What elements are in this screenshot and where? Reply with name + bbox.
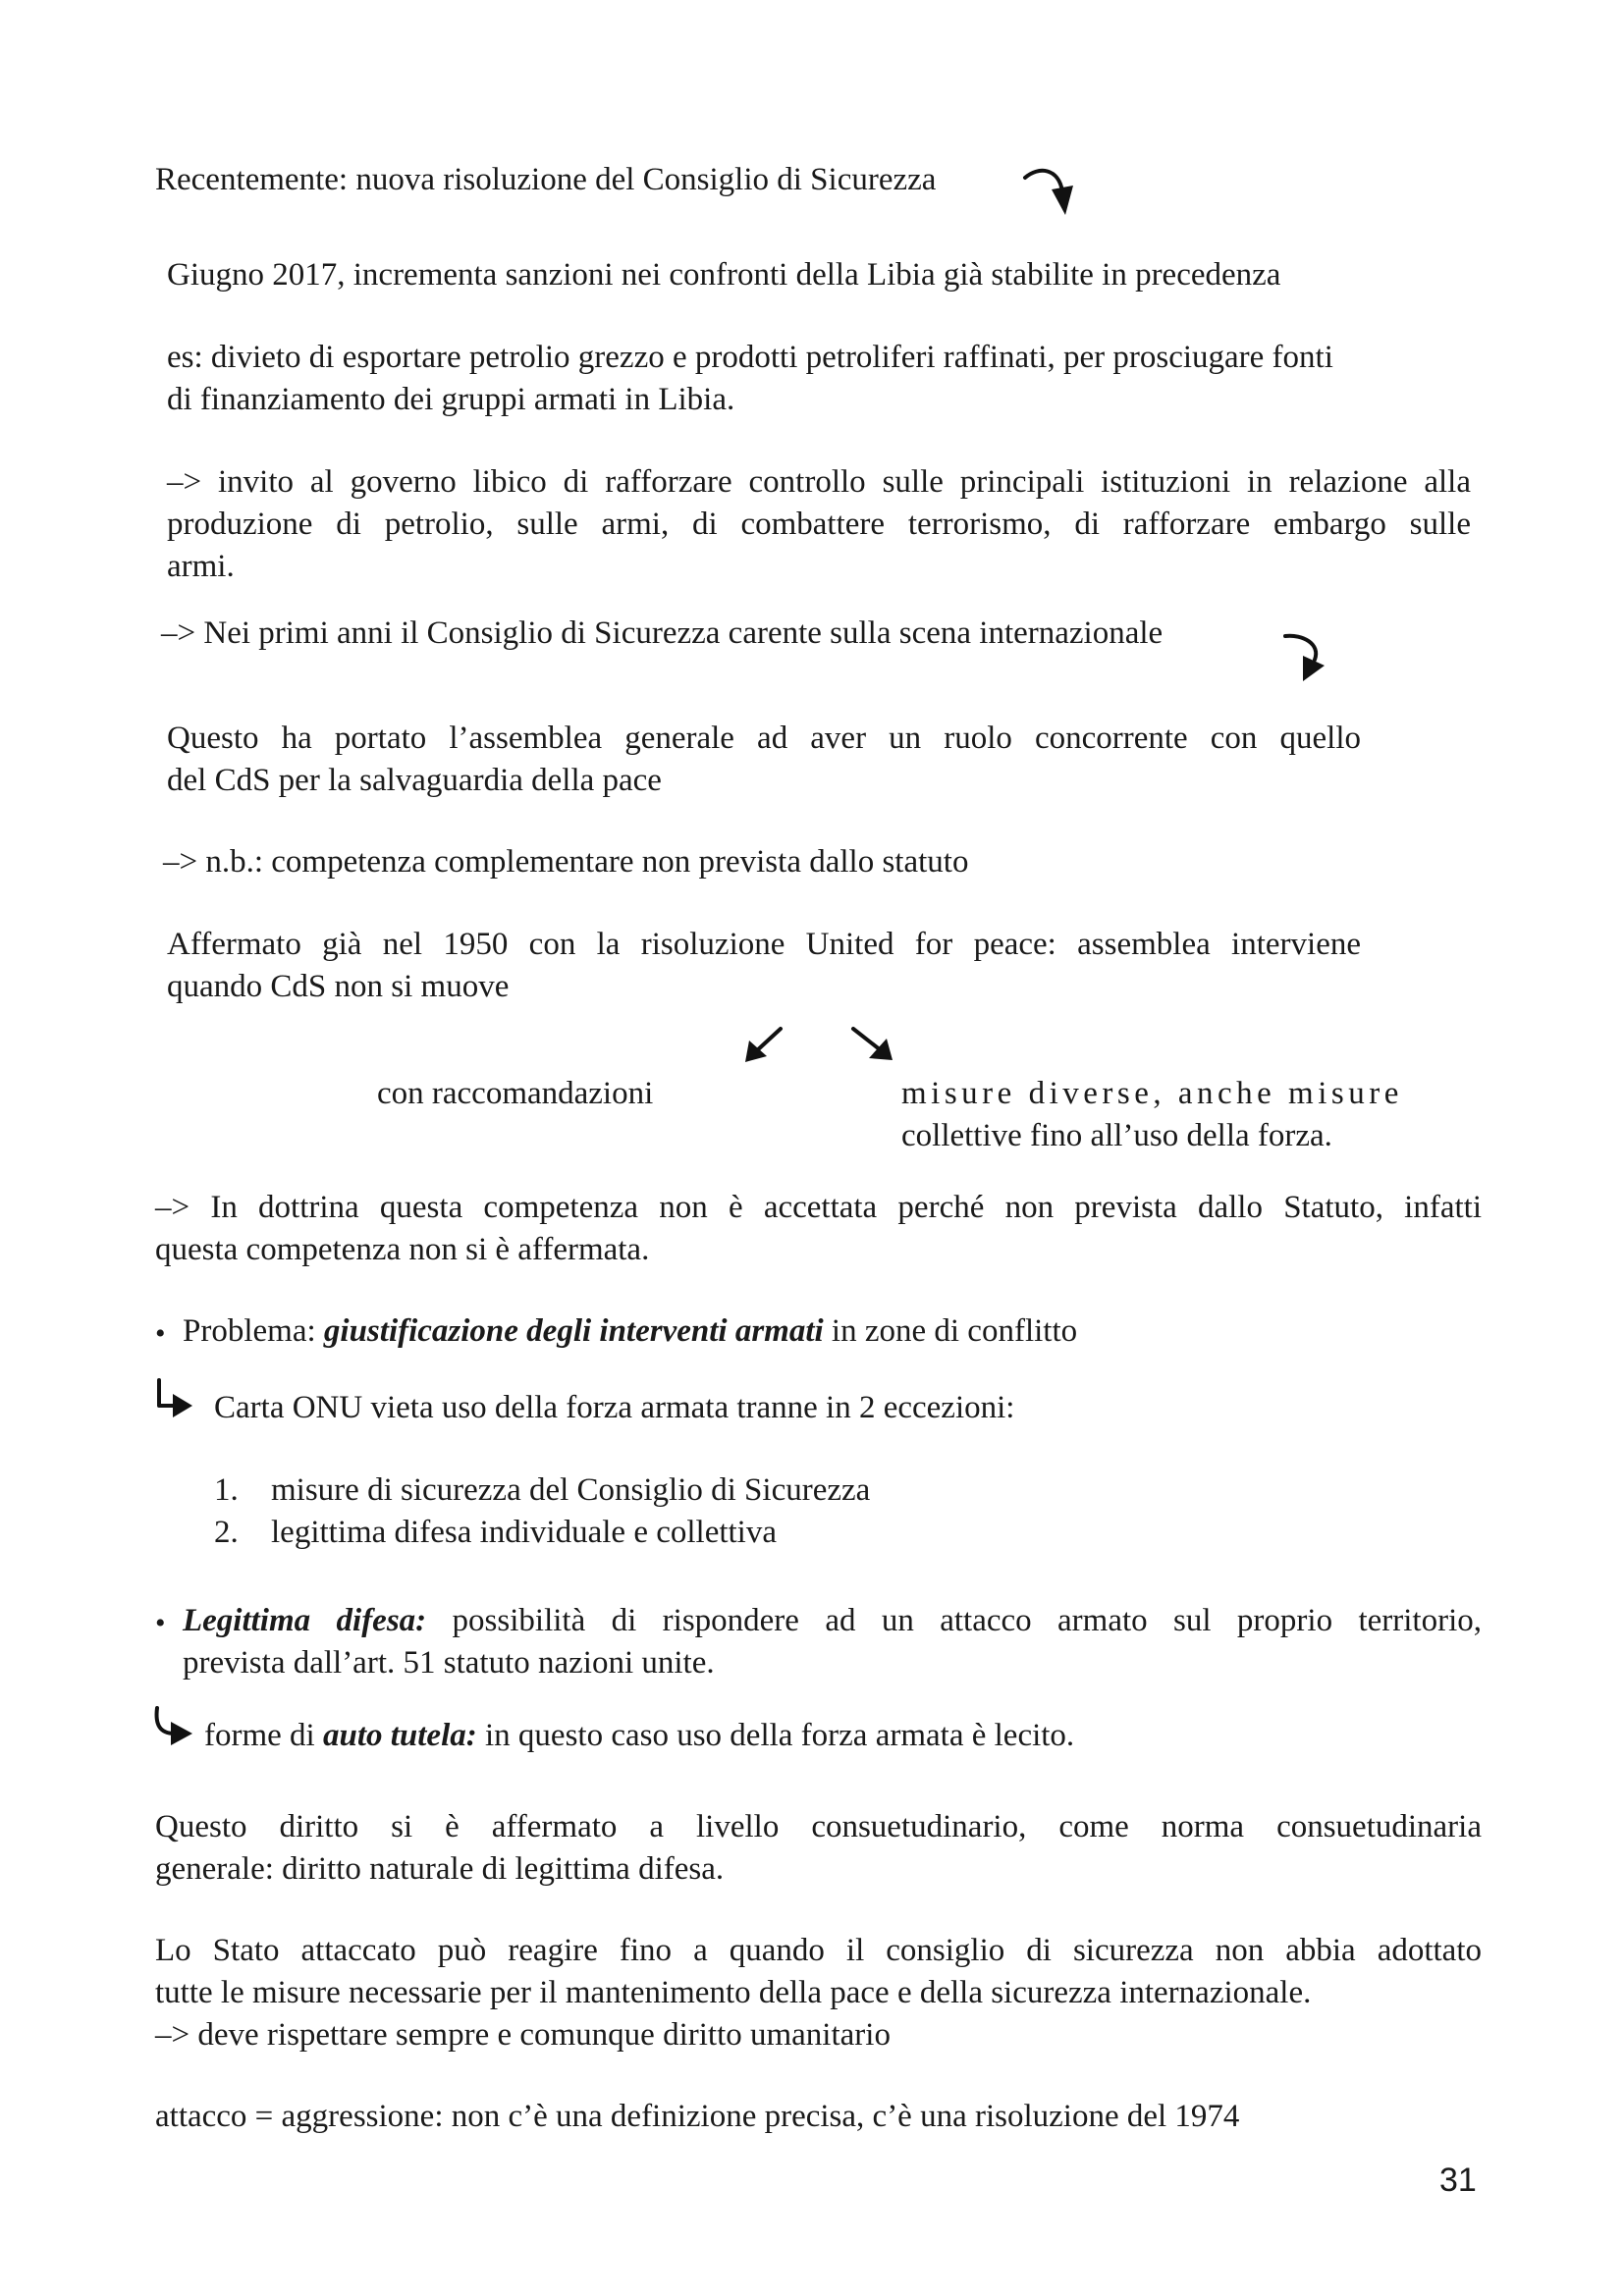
list-item: misure di sicurezza del Consiglio di Sicurezza [271,1472,871,1508]
curved-arrow-icon [1281,626,1330,683]
text-dottrina-1: –> In dottrina questa competenza non è accettata perché non prevista dallo Statuto, infatti [155,1190,1482,1225]
line-es-1 [167,337,1471,379]
text-problema [183,1310,1077,1353]
paragraph-es [167,337,1471,421]
text-recent: Recentemente: nuova risoluzione del Consiglio di Sicurezza [155,162,937,197]
text-invito-2: produzione di petrolio, sulle armi, di combattere terrorismo, di rafforzare embargo sulle [167,507,1471,542]
text-questo-1: Questo ha portato l’assemblea generale ad aver un ruolo concorrente con quello [167,721,1361,756]
arrow-down-right-icon [849,1025,896,1064]
text-affermato-1: Affermato già nel 1950 con la risoluzione United for peace: assemblea interviene [167,927,1361,962]
curved-arrow-icon [1021,162,1080,219]
text-legittima-2: prevista dall’art. 51 statuto nazioni unite. [183,1645,715,1681]
list-number: 1. [214,1472,239,1508]
text-branch-right-2: collettive fino all’uso della forza. [901,1118,1332,1153]
text-nb: –> n.b.: competenza complementare non prevista dallo statuto [163,844,969,880]
text-affermato-2: quando CdS non si muove [167,969,510,1004]
page-number: 31 [1439,2162,1477,2199]
paragraph-affermato [167,924,1361,1008]
paragraph-diritto [155,1806,1482,1891]
text-problema-bold: giustificazione degli interventi armati [323,1313,824,1349]
bullet-icon: • [155,1607,166,1639]
paragraph-questo [167,718,1361,802]
text-branch-right-1: misure diverse, anche misure [901,1076,1403,1111]
paragraph-invito [167,461,1471,588]
text-stato-2: tutte le misure necessarie per il mantenimento della pace e della sicurezza internazionale. [155,1975,1312,2010]
text-invito-3: armi. [167,549,235,584]
text-legittima-line1: possibilità di rispondere ad un attacco armato sul proprio territorio, [426,1603,1482,1638]
text-legittima-1 [183,1600,1482,1642]
text-forme-prefix: forme di [204,1718,323,1753]
text-questo-2: del CdS per la salvaguardia della pace [167,763,662,798]
list-number: 2. [214,1515,239,1550]
paragraph-legittima [183,1600,1482,1684]
text-forme-bold: auto tutela: [322,1718,477,1753]
text-attacco: attacco = aggressione: non c’è una definizione precisa, c’è una risoluzione del 1974 [155,2099,1240,2134]
paragraph-branch-right [901,1073,1439,1157]
text-problema-prefix: Problema: [183,1313,324,1349]
elbow-arrow-icon [153,1376,196,1419]
text-june: Giugno 2017, incrementa sanzioni nei confronti della Libia già stabilite in precedenza [167,257,1281,293]
text-branch-left: con raccomandazioni [377,1076,654,1111]
paragraph-stato [155,1930,1482,2056]
text-primi: –> Nei primi anni il Consiglio di Sicurezza carente sulla scena internazionale [161,615,1164,651]
arrow-down-left-icon [743,1025,785,1064]
paragraph-dottrina [155,1187,1482,1271]
text-stato-1: Lo Stato attaccato può reagire fino a quando il consiglio di sicurezza non abbia adottato [155,1933,1482,1968]
text-diritto-2: generale: diritto naturale di legittima difesa. [155,1851,725,1887]
text-carta: Carta ONU vieta uso della forza armata tranne in 2 eccezioni: [214,1390,1015,1425]
text-problema-suffix: in zone di conflitto [823,1313,1078,1349]
text-diritto-1: Questo diritto si è affermato a livello consuetudinario, come norma consuetudinaria [155,1809,1482,1844]
text-legittima-bold: Legittima difesa: [183,1603,427,1638]
bullet-icon: • [155,1317,166,1350]
elbow-arrow-icon [151,1704,198,1749]
text-es-1: es: divieto di esportare petrolio grezzo e prodotti petroliferi raffinati, per prosciugare fonti [167,340,1333,375]
text-forme-suffix: in questo caso uso della forza armata è lecito. [476,1718,1075,1753]
text-stato-3: –> deve rispettare sempre e comunque diritto umanitario [155,2017,891,2053]
list-item: legittima difesa individuale e collettiva [271,1515,777,1550]
text-es-2: di finanziamento dei gruppi armati in Libia. [167,382,735,417]
text-forme [204,1715,1074,1757]
text-dottrina-2: questa competenza non si è affermata. [155,1232,650,1267]
text-invito-1: –> invito al governo libico di rafforzare controllo sulle principali istituzioni in relazione alla [167,464,1471,500]
